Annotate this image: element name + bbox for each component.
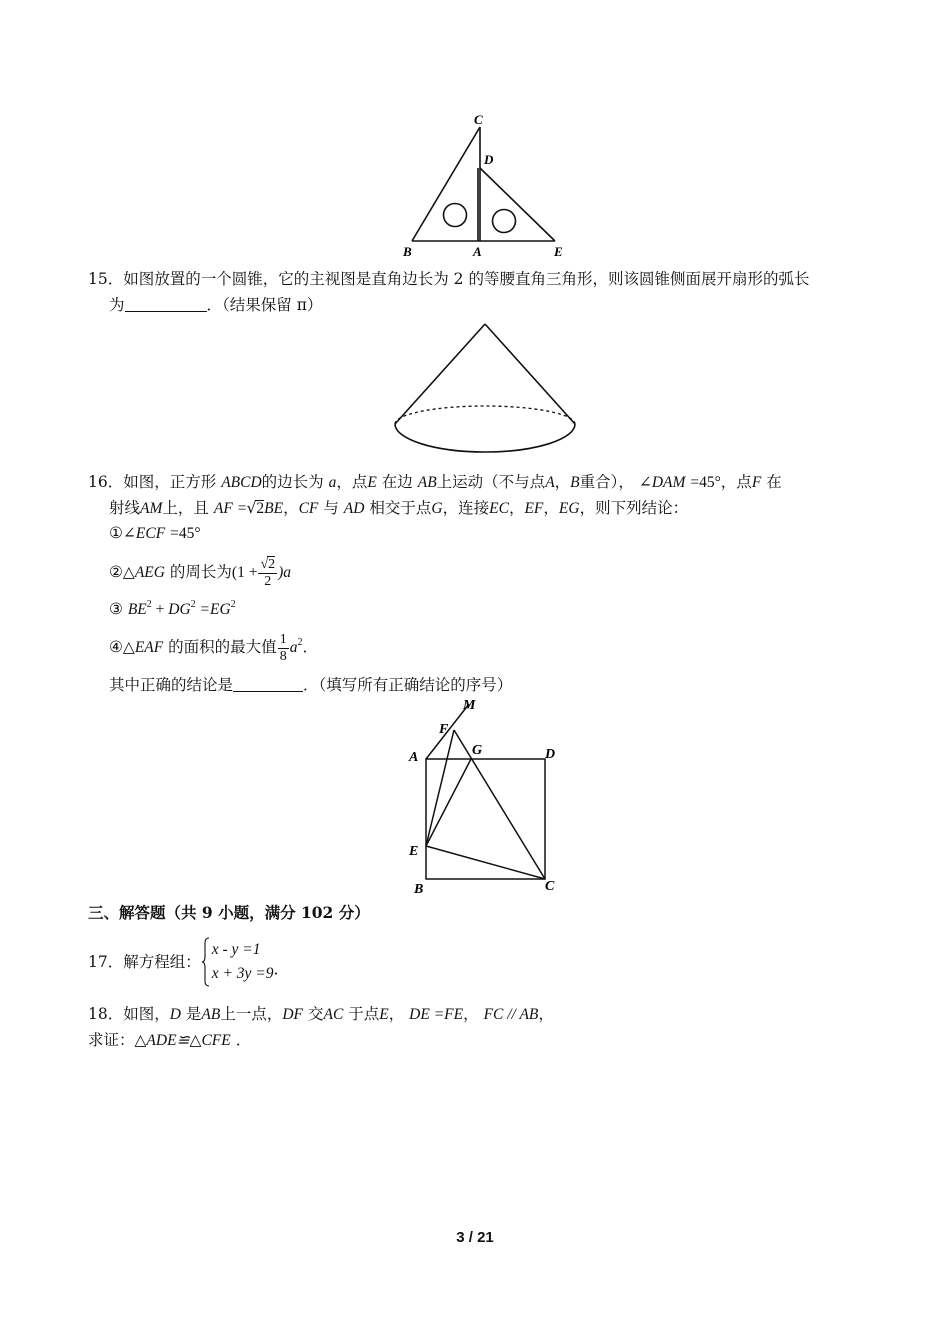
q16-conclusion-2: ②△AEG 的周长为(1 + $\frac{√2}{2}$ )a xyxy=(109,557,292,589)
label-c: C xyxy=(545,879,555,894)
q17-equation-1: x - y =1 xyxy=(211,941,261,958)
q18-line1: 18．如图，D 是AB上一点，DF 交AC 于点E， DE =FE， FC // AB， xyxy=(88,1005,554,1023)
figure-cone xyxy=(385,318,585,468)
label-m: M xyxy=(463,698,476,713)
page-number: 3 / 21 xyxy=(456,1229,494,1246)
q15-text: 如图放置的一个圆锥，它的主视图是直角边长为 2 的等腰直角三角形，则该圆锥侧面展开扇形的弧长 xyxy=(123,270,810,288)
q16-conclusion-4: ④△EAF 的面积的最大值 $\frac{1}{8}$ $a^2$． xyxy=(109,631,318,664)
q18-number: 18． xyxy=(88,1005,124,1023)
q16-conclusion-1: ①∠ECF =45° xyxy=(109,524,201,542)
label-b: B xyxy=(403,244,412,259)
label-b: B xyxy=(414,882,424,897)
q16-line1: 16．如图，正方形 ABCD的边长为 a，点E 在边 AB上运动（不与点A，B重合）， ∠DAM =45°，点F 在 xyxy=(88,473,782,491)
label-d: D xyxy=(545,747,556,762)
q15-number: 15． xyxy=(88,270,124,288)
label-c: C xyxy=(474,112,483,127)
label-d: D xyxy=(484,152,494,167)
label-a: A xyxy=(473,244,482,259)
label-a: A xyxy=(409,750,419,765)
q15-line2: 为 ．（结果保留 π） xyxy=(109,296,323,314)
q16-conclusion-3: ③ $BE^2 + DG^2 =EG^2$ xyxy=(109,599,236,618)
q17-number: 17． xyxy=(88,953,124,971)
label-e: E xyxy=(554,244,563,259)
section-heading: 三、解答题（共 9 小题，满分 102 分） xyxy=(88,903,370,922)
figure-triangles xyxy=(395,110,575,262)
label-f: F xyxy=(439,722,449,737)
q18-line2: 求证：△ADE≌△CFE ． xyxy=(88,1031,252,1049)
figure-square xyxy=(400,695,570,900)
brace-icon xyxy=(202,937,210,987)
q16-answer-line: 其中正确的结论是 ．（填写所有正确结论的序号） xyxy=(109,676,513,694)
q17-equation-2: x + 3y =9 xyxy=(211,965,274,982)
q16-line2: 射线AM上，且 AF =√2BE，CF 与 AD 相交于点G，连接EC，EF，EG，则下列结论： xyxy=(109,499,689,517)
label-e: E xyxy=(409,844,419,859)
answer-blank xyxy=(125,295,207,312)
q17: 17．解方程组： x - y =1 x + 3y =9 ． xyxy=(88,937,289,987)
label-g: G xyxy=(472,743,483,758)
q16-number: 16． xyxy=(88,473,124,491)
q15-line1 xyxy=(88,268,809,290)
answer-blank xyxy=(233,675,303,692)
